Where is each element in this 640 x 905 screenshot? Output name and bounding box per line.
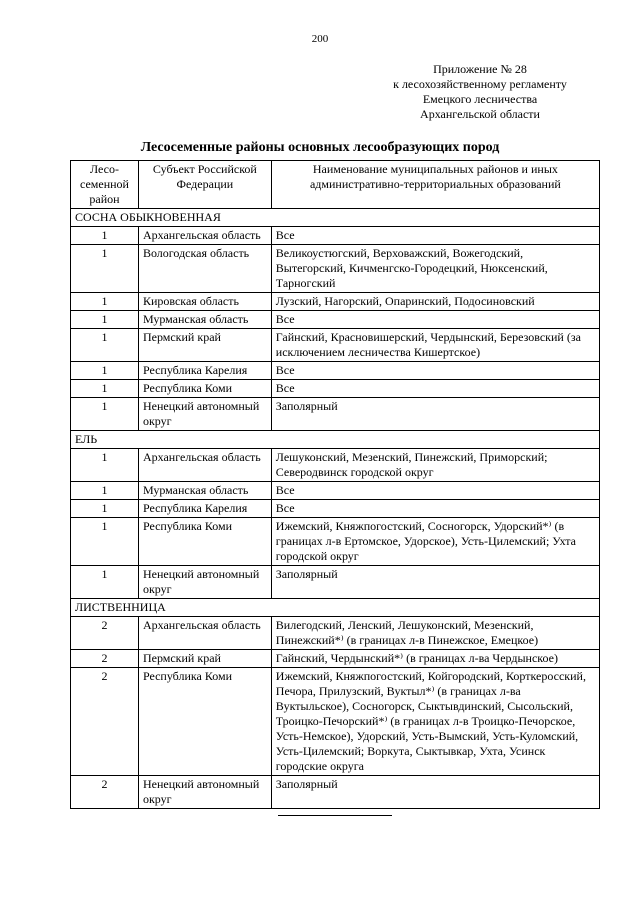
table-row <box>71 776 600 809</box>
subject-cell: Архангельская область <box>138 227 271 245</box>
areas-cell: Гайнский, Красновишерский, Чердынский, Березовский (за исключением лесничества Кишертское) <box>271 329 599 362</box>
areas-cell: Лузский, Нагорский, Опаринский, Подосиновский <box>271 293 599 311</box>
document-title: Лесосеменные районы основных лесообразующих пород <box>140 140 500 155</box>
subject-cell: Ненецкий автономный округ <box>138 398 271 431</box>
district-cell: 1 <box>71 311 139 329</box>
district-cell: 1 <box>71 227 139 245</box>
subject-cell: Архангельская область <box>138 449 271 482</box>
table-row <box>71 293 600 311</box>
subject-cell: Мурманская область <box>138 311 271 329</box>
section-row <box>71 431 600 449</box>
table-row <box>71 380 600 398</box>
district-cell: 1 <box>71 566 139 599</box>
areas-cell: Все <box>271 311 599 329</box>
section-row <box>71 209 600 227</box>
footnote-separator <box>278 815 392 816</box>
subject-cell: Кировская область <box>138 293 271 311</box>
areas-cell: Заполярный <box>271 776 599 809</box>
section-title: ЕЛЬ <box>71 431 600 449</box>
areas-cell: Ижемский, Княжпогостский, Сосногорск, Удорский*⁾ (в границах л-в Ертомское, Удорское), Усть-Цилемский; Ухта городской округ <box>271 518 599 566</box>
table-header-row <box>71 161 600 209</box>
table-row <box>71 566 600 599</box>
table-row <box>71 518 600 566</box>
table-row <box>71 329 600 362</box>
areas-cell: Все <box>271 227 599 245</box>
areas-cell: Заполярный <box>271 398 599 431</box>
areas-cell: Все <box>271 482 599 500</box>
district-cell: 2 <box>71 617 139 650</box>
areas-cell: Вилегодский, Ленский, Лешуконский, Мезенский, Пинежский*⁾ (в границах л-в Пинежское, Емецкое) <box>271 617 599 650</box>
table-row <box>71 362 600 380</box>
district-cell: 1 <box>71 500 139 518</box>
seed-districts-table <box>70 160 600 809</box>
table-row <box>71 668 600 776</box>
areas-cell: Ижемский, Княжпогостский, Койгородский, Корткеросский, Печора, Прилузский, Вуктыл*⁾ (в границах л-ва Вуктыльское), Сосногорск, Сыктывдинский, Сысольский, Троицко-Печорский*⁾ (в границах л-в Троицко-Печорское, Усть-Немское), Удорский, Усть-Вымский, Усть-Куломский, Усть-Цилемский; Воркута, Сыктывкар, Ухта, Усинск городские округа <box>271 668 599 776</box>
areas-cell: Лешуконский, Мезенский, Пинежский, Приморский; Северодвинск городской округ <box>271 449 599 482</box>
subject-cell: Республика Коми <box>138 518 271 566</box>
subject-cell: Республика Коми <box>138 668 271 776</box>
subject-cell: Вологодская область <box>138 245 271 293</box>
district-cell: 2 <box>71 668 139 776</box>
district-cell: 2 <box>71 776 139 809</box>
table-row <box>71 650 600 668</box>
annex-header <box>330 62 630 122</box>
table-row <box>71 227 600 245</box>
table-row <box>71 398 600 431</box>
subject-cell: Ненецкий автономный округ <box>138 776 271 809</box>
section-title: ЛИСТВЕННИЦА <box>71 599 600 617</box>
district-cell: 2 <box>71 650 139 668</box>
annex-line: Приложение № 28 <box>433 62 527 76</box>
table-row <box>71 482 600 500</box>
district-cell: 1 <box>71 380 139 398</box>
section-row <box>71 599 600 617</box>
annex-line: к лесохозяйственному регламенту <box>393 77 567 91</box>
header-district: Лесо- семенной район <box>71 161 139 209</box>
areas-cell: Великоустюгский, Верховажский, Вожегодский, Вытегорский, Кичменгско-Городецкий, Нюксенский, Тарногский <box>271 245 599 293</box>
areas-cell: Все <box>271 362 599 380</box>
areas-cell: Все <box>271 380 599 398</box>
district-cell: 1 <box>71 293 139 311</box>
district-cell: 1 <box>71 362 139 380</box>
district-cell: 1 <box>71 245 139 293</box>
annex-line: Архангельской области <box>420 107 540 121</box>
district-cell: 1 <box>71 329 139 362</box>
district-cell: 1 <box>71 398 139 431</box>
district-cell: 1 <box>71 482 139 500</box>
header-subject: Субъект Российской Федерации <box>138 161 271 209</box>
subject-cell: Ненецкий автономный округ <box>138 566 271 599</box>
district-cell: 1 <box>71 518 139 566</box>
table-row <box>71 449 600 482</box>
table-row <box>71 311 600 329</box>
section-title: СОСНА ОБЫКНОВЕННАЯ <box>71 209 600 227</box>
subject-cell: Республика Карелия <box>138 362 271 380</box>
table-row <box>71 500 600 518</box>
areas-cell: Все <box>271 500 599 518</box>
table-row <box>71 245 600 293</box>
subject-cell: Республика Коми <box>138 380 271 398</box>
table-row <box>71 617 600 650</box>
district-cell: 1 <box>71 449 139 482</box>
subject-cell: Мурманская область <box>138 482 271 500</box>
subject-cell: Республика Карелия <box>138 500 271 518</box>
page-number: 200 <box>311 33 329 45</box>
areas-cell: Заполярный <box>271 566 599 599</box>
subject-cell: Архангельская область <box>138 617 271 650</box>
subject-cell: Пермский край <box>138 650 271 668</box>
header-areas: Наименование муниципальных районов и иных административно-территориальных образований <box>271 161 599 209</box>
areas-cell: Гайнский, Чердынский*⁾ (в границах л-ва Чердынское) <box>271 650 599 668</box>
subject-cell: Пермский край <box>138 329 271 362</box>
annex-line: Емецкого лесничества <box>422 92 538 106</box>
